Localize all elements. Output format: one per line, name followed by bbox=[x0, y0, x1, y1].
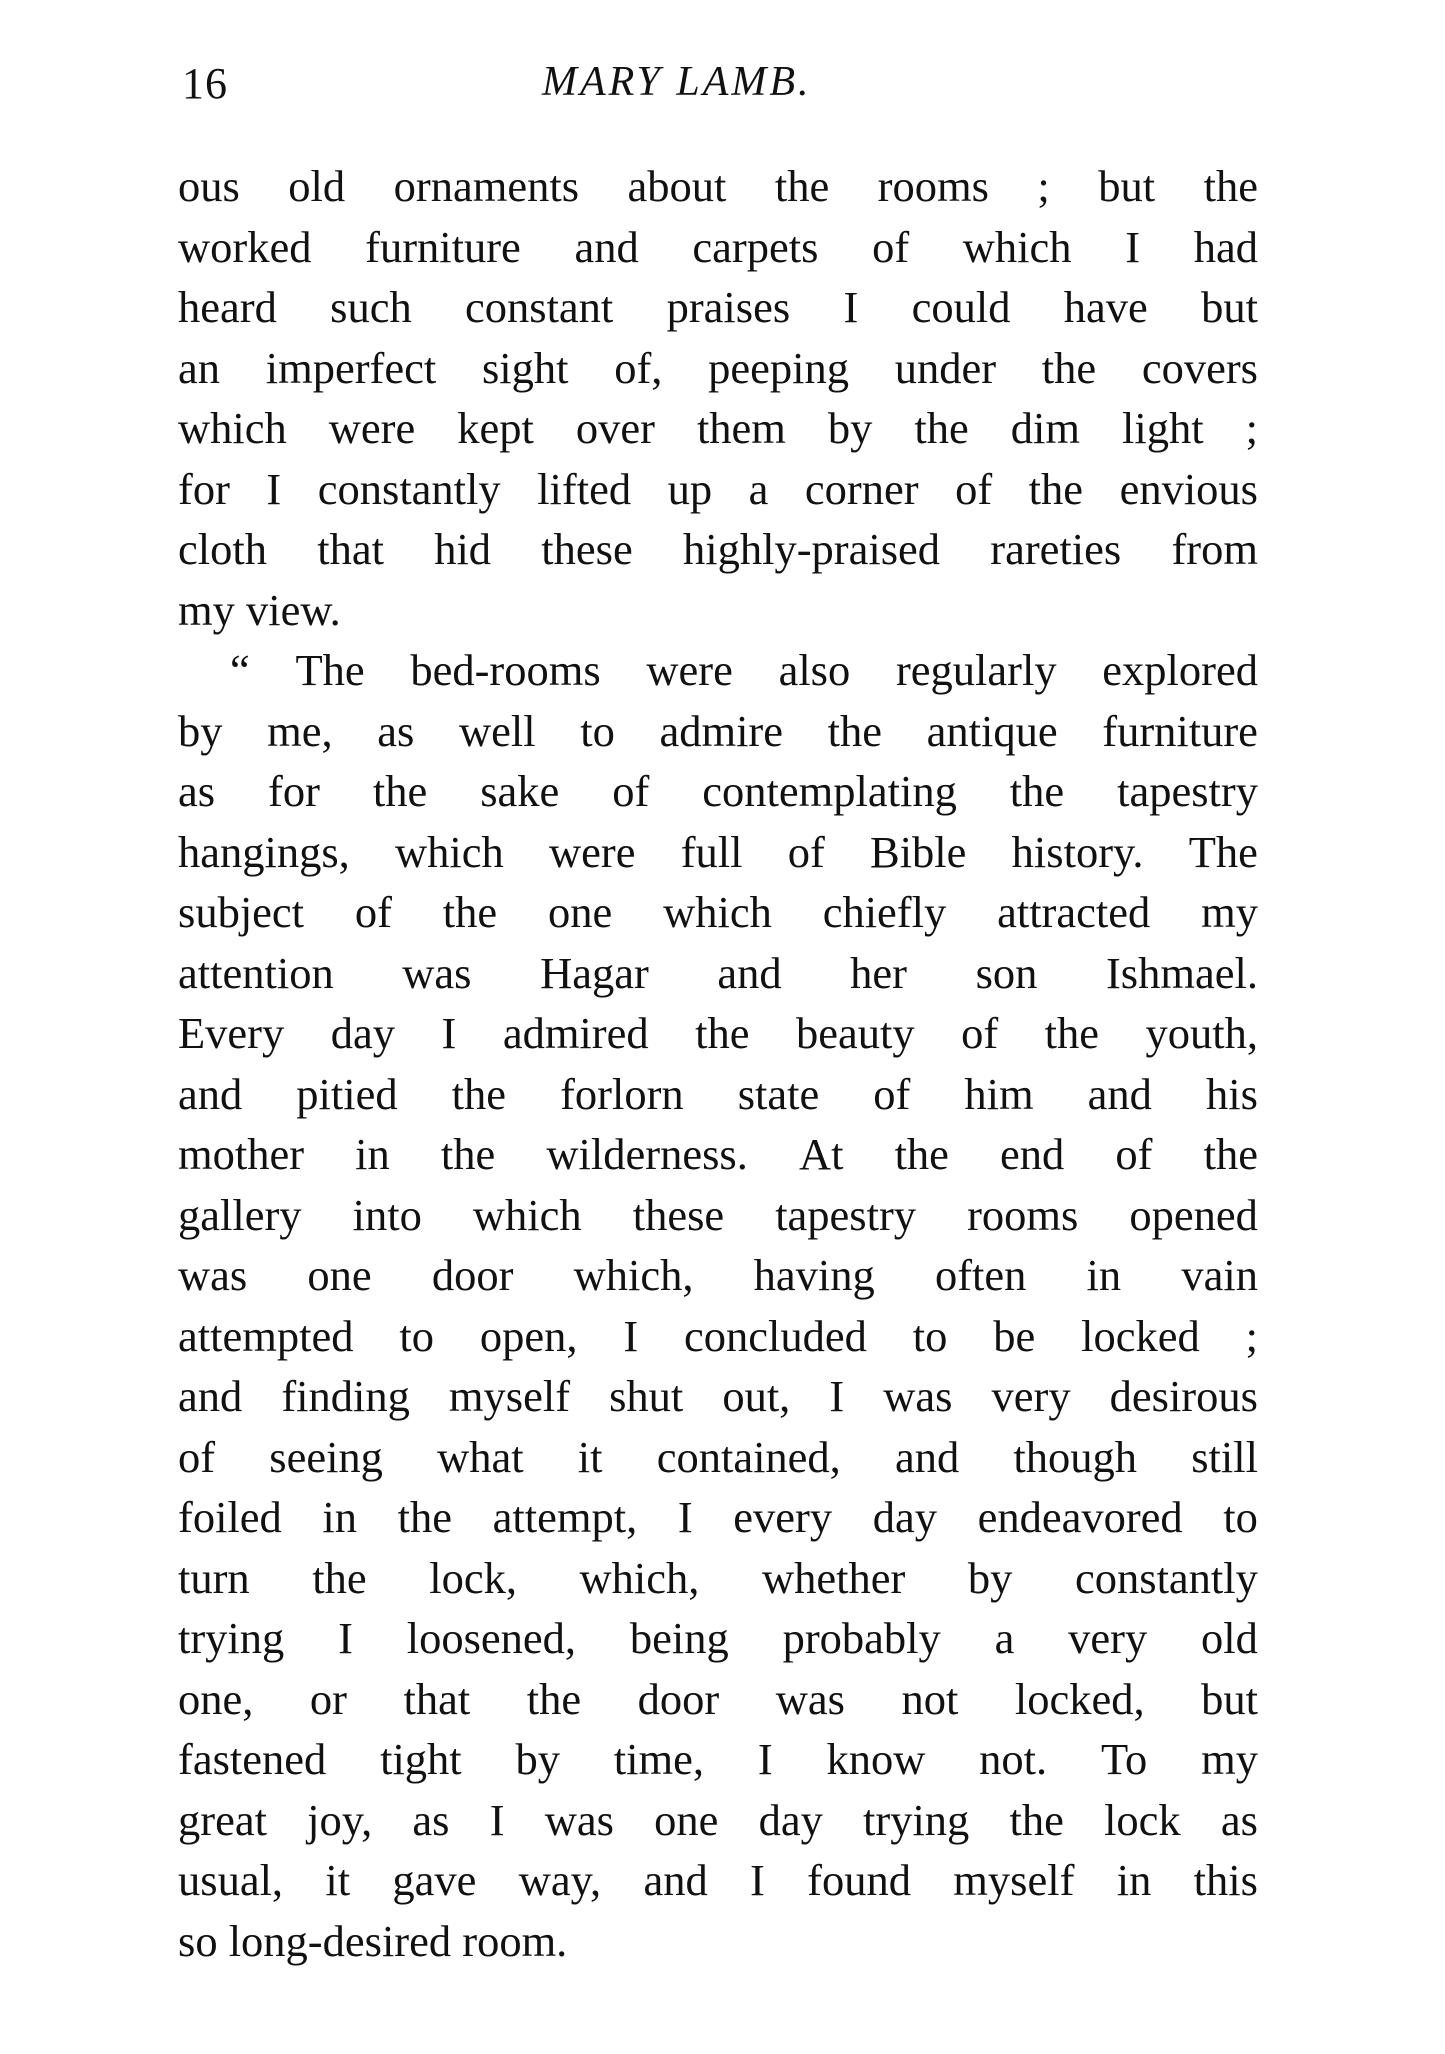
word: the bbox=[1009, 1794, 1064, 1845]
word: which bbox=[962, 221, 1072, 272]
word: The bbox=[1188, 826, 1258, 877]
word: him bbox=[964, 1068, 1034, 1119]
word: locked, bbox=[1014, 1673, 1145, 1724]
word: time, bbox=[613, 1734, 705, 1784]
word: tight bbox=[380, 1734, 462, 1784]
word: locked bbox=[1081, 1310, 1200, 1361]
word: I bbox=[750, 1855, 765, 1905]
page-number: 16 bbox=[182, 59, 228, 108]
word: it bbox=[325, 1855, 351, 1905]
word: the bbox=[894, 1129, 949, 1179]
text-line bbox=[178, 1245, 1258, 1306]
text-line bbox=[178, 1185, 1258, 1246]
word: kept bbox=[457, 403, 534, 453]
word: know bbox=[826, 1734, 926, 1784]
word: wilderness. bbox=[546, 1129, 748, 1179]
word: which bbox=[472, 1189, 582, 1240]
word: also bbox=[778, 645, 851, 695]
word: my bbox=[1201, 1734, 1258, 1784]
word: contemplating bbox=[702, 766, 957, 816]
word: gallery bbox=[178, 1189, 302, 1240]
word: the bbox=[312, 1552, 367, 1603]
word: was bbox=[178, 1250, 248, 1300]
word: ous bbox=[178, 161, 240, 211]
word: regularly bbox=[895, 645, 1057, 695]
word: the bbox=[695, 1008, 750, 1058]
word: had bbox=[1193, 221, 1258, 272]
word: were bbox=[549, 826, 636, 877]
text-line bbox=[178, 156, 1258, 217]
word: and bbox=[717, 947, 782, 998]
word: the bbox=[1028, 463, 1084, 514]
word: my bbox=[1201, 887, 1258, 937]
word: old bbox=[1201, 1613, 1258, 1663]
word: of bbox=[354, 887, 392, 937]
text-line bbox=[178, 1850, 1258, 1911]
word: I bbox=[441, 1008, 457, 1058]
text-line bbox=[178, 943, 1258, 1004]
word: door bbox=[637, 1673, 720, 1724]
word: dim bbox=[1010, 403, 1081, 453]
word: was bbox=[883, 1371, 953, 1421]
text-line bbox=[178, 277, 1258, 338]
word: still bbox=[1191, 1431, 1258, 1482]
word: the bbox=[1203, 161, 1258, 211]
word: of bbox=[178, 1431, 216, 1482]
word: opened bbox=[1129, 1189, 1258, 1240]
word: covers bbox=[1141, 342, 1258, 393]
word: state bbox=[737, 1068, 820, 1119]
word: his bbox=[1205, 1068, 1258, 1119]
word: which bbox=[663, 887, 772, 937]
word: sake bbox=[480, 766, 560, 816]
word: great bbox=[178, 1794, 267, 1845]
word: full bbox=[680, 826, 743, 877]
word: finding bbox=[281, 1371, 410, 1421]
word: under bbox=[894, 342, 997, 393]
word: day bbox=[330, 1008, 396, 1058]
word: constantly bbox=[317, 463, 501, 514]
word: but bbox=[1201, 282, 1258, 332]
word: I bbox=[677, 1492, 693, 1542]
word: these bbox=[541, 524, 633, 574]
word: The bbox=[295, 645, 365, 695]
word: highly-praised bbox=[682, 524, 941, 574]
text-line bbox=[178, 1790, 1258, 1851]
word: in bbox=[322, 1492, 358, 1542]
word: of bbox=[1115, 1129, 1153, 1179]
word: ; bbox=[1037, 161, 1050, 211]
text-line bbox=[178, 1608, 1258, 1669]
word: turn bbox=[178, 1552, 250, 1603]
word: to bbox=[399, 1310, 434, 1361]
word: very bbox=[1068, 1613, 1148, 1663]
word: and bbox=[643, 1855, 708, 1905]
word: being bbox=[629, 1613, 729, 1663]
word: mother bbox=[178, 1129, 305, 1179]
word: of bbox=[872, 221, 910, 272]
word: usual, bbox=[178, 1855, 284, 1905]
word: myself bbox=[953, 1855, 1075, 1905]
text-line bbox=[178, 761, 1258, 822]
running-head bbox=[182, 58, 1262, 118]
word: attracted bbox=[997, 887, 1151, 937]
word: Bible bbox=[870, 826, 967, 877]
word: out, bbox=[722, 1371, 791, 1421]
word: shut bbox=[609, 1371, 684, 1421]
word: rareties bbox=[990, 524, 1122, 574]
word: “ bbox=[230, 645, 250, 695]
word: in bbox=[1116, 1855, 1152, 1905]
text-line bbox=[178, 1729, 1258, 1790]
word: I bbox=[489, 1794, 505, 1845]
word: by bbox=[178, 705, 223, 756]
word: of bbox=[873, 1068, 911, 1119]
word: vain bbox=[1181, 1250, 1258, 1300]
word: to bbox=[580, 705, 615, 756]
word: ornaments bbox=[393, 161, 580, 211]
word: them bbox=[696, 403, 786, 453]
word: the bbox=[442, 887, 498, 937]
word: not. bbox=[979, 1734, 1048, 1784]
text-line bbox=[178, 640, 1258, 701]
word: Ishmael. bbox=[1105, 947, 1258, 998]
word: every bbox=[733, 1492, 833, 1542]
word: found bbox=[807, 1855, 911, 1905]
word: but bbox=[1098, 161, 1156, 211]
word: as bbox=[412, 1794, 450, 1845]
word: and bbox=[178, 1068, 243, 1119]
word: seeing bbox=[269, 1431, 383, 1482]
word: the bbox=[372, 766, 428, 816]
word: which bbox=[395, 826, 504, 877]
word: explored bbox=[1102, 645, 1258, 695]
word: as bbox=[1220, 1794, 1258, 1845]
word: was bbox=[544, 1794, 614, 1845]
word: often bbox=[934, 1250, 1027, 1300]
word: youth, bbox=[1145, 1008, 1258, 1058]
word: tapestry bbox=[1117, 766, 1258, 816]
word: lock bbox=[1104, 1794, 1181, 1845]
word: constant bbox=[465, 282, 614, 332]
word: such bbox=[330, 282, 412, 332]
text-line bbox=[178, 882, 1258, 943]
word: not bbox=[901, 1673, 959, 1724]
word: whether bbox=[762, 1552, 906, 1603]
word: attention bbox=[178, 947, 334, 998]
text-line bbox=[178, 459, 1258, 520]
text-line bbox=[178, 1064, 1258, 1125]
text-line bbox=[178, 822, 1258, 883]
word: and bbox=[894, 1431, 960, 1482]
text-line bbox=[178, 1548, 1258, 1609]
word: that bbox=[317, 524, 384, 574]
text-line bbox=[178, 338, 1258, 399]
word: concluded bbox=[684, 1310, 867, 1361]
word: into bbox=[352, 1189, 422, 1240]
word: end bbox=[1000, 1129, 1065, 1179]
word: in bbox=[355, 1129, 390, 1179]
text-line bbox=[178, 701, 1258, 762]
body-text bbox=[178, 156, 1258, 1971]
word: to bbox=[1223, 1492, 1258, 1542]
word: to bbox=[912, 1310, 948, 1361]
word: door bbox=[431, 1250, 514, 1300]
word: subject bbox=[178, 887, 305, 937]
word: the bbox=[827, 705, 883, 756]
word: and bbox=[574, 221, 639, 272]
word: and bbox=[1087, 1068, 1152, 1119]
word: as bbox=[377, 705, 415, 756]
word: corner bbox=[804, 463, 919, 514]
word: the bbox=[914, 403, 969, 453]
word: which, bbox=[573, 1250, 694, 1300]
word: bed-rooms bbox=[410, 645, 601, 695]
word: one bbox=[548, 887, 613, 937]
word: gave bbox=[392, 1855, 477, 1905]
word: history. bbox=[1011, 826, 1144, 877]
word: very bbox=[991, 1371, 1071, 1421]
word: son bbox=[975, 947, 1038, 998]
word: hangings, bbox=[178, 826, 350, 877]
word: imperfect bbox=[265, 342, 437, 393]
word: the bbox=[1044, 1008, 1100, 1058]
word: desirous bbox=[1109, 1371, 1258, 1421]
word: envious bbox=[1119, 463, 1258, 514]
word: in bbox=[1086, 1250, 1122, 1300]
word: or bbox=[309, 1673, 347, 1724]
word: sight bbox=[481, 342, 569, 393]
text-line bbox=[178, 1366, 1258, 1427]
word: of bbox=[961, 1008, 999, 1058]
word: was bbox=[402, 947, 472, 998]
word: by bbox=[967, 1552, 1013, 1603]
word: rooms bbox=[877, 161, 989, 211]
text-line: my view. bbox=[178, 584, 341, 635]
word: me, bbox=[267, 705, 333, 756]
word: ; bbox=[1245, 1310, 1258, 1361]
word: I bbox=[623, 1310, 639, 1361]
word: and bbox=[178, 1371, 243, 1421]
word: furniture bbox=[365, 221, 521, 272]
word: the bbox=[1009, 766, 1065, 816]
word: was bbox=[775, 1673, 845, 1724]
word: day bbox=[758, 1794, 823, 1845]
word: open, bbox=[479, 1310, 578, 1361]
word: the bbox=[1041, 342, 1097, 393]
word: which, bbox=[579, 1552, 700, 1603]
word: one, bbox=[178, 1673, 254, 1724]
word: which bbox=[178, 403, 287, 453]
word: by bbox=[515, 1734, 560, 1784]
word: the bbox=[440, 1129, 496, 1179]
word: myself bbox=[448, 1371, 571, 1421]
word: contained, bbox=[656, 1431, 841, 1482]
word: loosened, bbox=[406, 1613, 577, 1663]
word: her bbox=[850, 947, 907, 998]
word: one bbox=[307, 1250, 372, 1300]
text-line: so long-desired room. bbox=[178, 1915, 568, 1966]
word: endeavored bbox=[977, 1492, 1183, 1542]
word: attempted bbox=[178, 1310, 354, 1361]
word: of bbox=[612, 766, 650, 816]
word: Hagar bbox=[540, 947, 649, 998]
word: fastened bbox=[178, 1734, 327, 1784]
word: were bbox=[328, 403, 416, 453]
word: a bbox=[994, 1613, 1015, 1663]
word: peeping bbox=[708, 342, 849, 393]
word: that bbox=[403, 1673, 471, 1724]
word: have bbox=[1063, 282, 1148, 332]
word: rooms bbox=[967, 1189, 1079, 1240]
running-title: MARY LAMB. bbox=[542, 59, 812, 105]
text-line bbox=[178, 1427, 1258, 1488]
word: antique bbox=[926, 705, 1058, 756]
word: were bbox=[646, 645, 733, 695]
word: the bbox=[526, 1673, 582, 1724]
word: Every bbox=[178, 1008, 285, 1058]
word: the bbox=[397, 1492, 453, 1542]
word: I bbox=[829, 1371, 845, 1421]
word: I bbox=[757, 1734, 773, 1784]
word: of bbox=[955, 463, 993, 514]
word: it bbox=[577, 1431, 603, 1482]
word: worked bbox=[178, 221, 312, 272]
text-line bbox=[178, 519, 1258, 580]
word: about bbox=[627, 161, 727, 211]
text-line bbox=[178, 1306, 1258, 1367]
word: I bbox=[1125, 221, 1141, 272]
word: be bbox=[993, 1310, 1036, 1361]
text-line bbox=[178, 1003, 1258, 1064]
word: one bbox=[654, 1794, 719, 1845]
word: an bbox=[178, 342, 221, 393]
text-line bbox=[178, 1487, 1258, 1548]
word: To bbox=[1100, 1734, 1148, 1784]
word: lifted bbox=[537, 463, 632, 514]
word: admire bbox=[659, 705, 784, 756]
word: way, bbox=[518, 1855, 602, 1905]
word: by bbox=[827, 403, 873, 453]
word: trying bbox=[863, 1794, 970, 1845]
word: could bbox=[911, 282, 1011, 332]
word: ; bbox=[1245, 403, 1258, 453]
text-line bbox=[178, 1124, 1258, 1185]
word: from bbox=[1171, 524, 1258, 574]
word: attempt, bbox=[492, 1492, 638, 1542]
word: of bbox=[787, 826, 825, 877]
word: trying bbox=[178, 1613, 285, 1663]
word: I bbox=[266, 463, 282, 514]
word: heard bbox=[178, 282, 277, 332]
word: this bbox=[1193, 1855, 1258, 1905]
word: hid bbox=[434, 524, 492, 574]
word: having bbox=[753, 1250, 875, 1300]
word: old bbox=[288, 161, 346, 211]
word: probably bbox=[782, 1613, 941, 1663]
word: these bbox=[632, 1189, 725, 1240]
word: I bbox=[843, 282, 859, 332]
word: what bbox=[437, 1431, 524, 1482]
word: foiled bbox=[178, 1492, 282, 1542]
text-line bbox=[178, 1669, 1258, 1730]
word: beauty bbox=[795, 1008, 915, 1058]
word: lock, bbox=[429, 1552, 517, 1603]
word: the bbox=[1203, 1129, 1258, 1179]
word: up bbox=[667, 463, 713, 514]
word: furniture bbox=[1102, 705, 1258, 756]
word: carpets bbox=[692, 221, 819, 272]
word: constantly bbox=[1075, 1552, 1258, 1603]
word: praises bbox=[666, 282, 791, 332]
word: I bbox=[338, 1613, 353, 1663]
word: the bbox=[451, 1068, 507, 1119]
word: as bbox=[178, 766, 216, 816]
word: the bbox=[774, 161, 830, 211]
word: pitied bbox=[296, 1068, 398, 1119]
word: day bbox=[872, 1492, 937, 1542]
word: for bbox=[178, 463, 230, 514]
word: but bbox=[1201, 1673, 1258, 1724]
word: admired bbox=[502, 1008, 649, 1058]
text-line bbox=[178, 398, 1258, 459]
word: chiefly bbox=[822, 887, 947, 937]
word: light bbox=[1122, 403, 1204, 453]
word: a bbox=[748, 463, 769, 514]
word: At bbox=[798, 1129, 844, 1179]
word: tapestry bbox=[775, 1189, 917, 1240]
word: cloth bbox=[178, 524, 267, 574]
word: forlorn bbox=[560, 1068, 684, 1119]
word: of, bbox=[614, 342, 663, 393]
word: for bbox=[268, 766, 320, 816]
word: well bbox=[458, 705, 536, 756]
word: over bbox=[575, 403, 655, 453]
text-line bbox=[178, 217, 1258, 278]
word: though bbox=[1013, 1431, 1138, 1482]
word: joy, bbox=[307, 1794, 373, 1845]
